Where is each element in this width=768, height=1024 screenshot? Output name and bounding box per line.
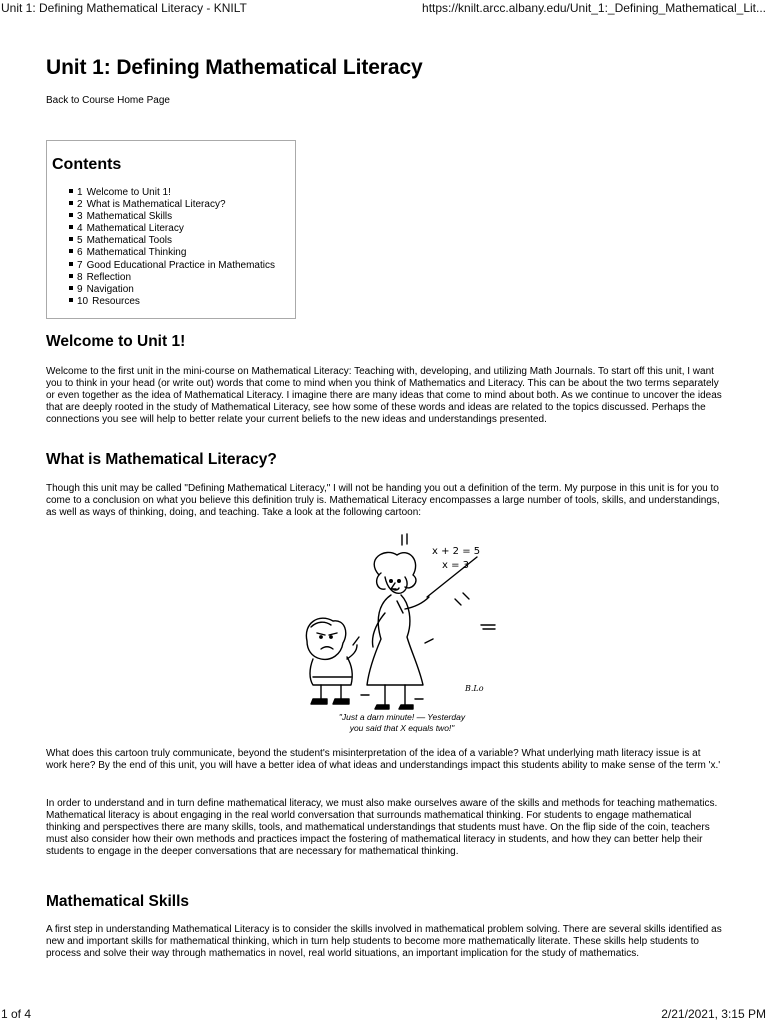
- toc-item-label[interactable]: What is Mathematical Literacy?: [86, 199, 226, 211]
- toc-item[interactable]: 2 What is Mathematical Literacy?: [69, 199, 275, 211]
- bullet-icon: [69, 201, 73, 205]
- skills-paragraph: A first step in understanding Mathematical Literacy is to consider the skills involved in mathematical problem solving. There are several skills identified as new and important skills for mathematical thinking, which in turn help students to become more mathematically literate. These skills help students to process and solve their way through mathematics in novel, real world situations, an important implication for the study of mathematics.: [46, 924, 722, 960]
- board-equation-2: x = 3: [442, 560, 470, 571]
- toc-item-label[interactable]: Welcome to Unit 1!: [86, 187, 171, 198]
- toc-item[interactable]: 10 Resources: [69, 296, 275, 308]
- bullet-icon: [69, 213, 73, 217]
- skills-methods-paragraph: In order to understand and in turn define mathematical literacy, we must also make ourselves aware of the skills and methods for teaching mathematics. Mathematical literacy is about engaging in the real world conversation that surrounds mathematical thinking. For students to engage mathematical thinking and perspectives there are many skills, tools, and mathematical understandings that students must have. On the flip side of the coin, teachers must also consider how their own methods and practices impact the fostering of mathematical literacy in students, and how they can better help their students to engage in the deeper conversations that are necessary for mathematical thinking.: [46, 798, 718, 858]
- page-counter: 1 of 4: [1, 1007, 32, 1021]
- toc-item[interactable]: 3 Mathematical Skills: [69, 211, 275, 223]
- bullet-icon: [69, 225, 73, 229]
- toc-item[interactable]: 8 Reflection: [69, 272, 275, 284]
- toc-item-label[interactable]: Resources: [92, 295, 140, 307]
- toc-item-label[interactable]: Mathematical Tools: [86, 235, 172, 247]
- toc-title: Contents: [52, 156, 122, 173]
- toc-item[interactable]: 6 Mathematical Thinking: [69, 247, 275, 259]
- print-header: [0, 0, 768, 16]
- toc-item[interactable]: 7 Good Educational Practice in Mathematics: [69, 260, 275, 272]
- bullet-icon: [69, 189, 73, 193]
- print-header-url: https://knilt.arcc.albany.edu/Unit_1:_Defining_Mathematical_Lit...: [422, 1, 766, 15]
- welcome-paragraph: Welcome to the first unit in the mini-course on Mathematical Literacy: Teaching with, developing, and utilizing Math Journals. To start off this unit, I want you to think in your head (or write out) words that come to mind when you think of Mathematics and Literacy. This can be about the two terms separately or even together as the idea of Mathematical Literacy. I imagine there are many ideas that come to mind about both. As we continue to uncover the ideas that are deeply rooted in the study of Mathematical Literacy, see how some of these words and ideas are related to the topics discussed. Perhaps the connections you see will help to better relate your current beliefs to the new ideas and understandings presented.: [46, 366, 722, 426]
- cartoon-illustration: [305, 529, 499, 739]
- table-of-contents: [46, 140, 296, 319]
- bullet-icon: [69, 237, 73, 241]
- section-heading-skills: Mathematical Skills: [46, 893, 190, 910]
- print-datetime: 2/21/2021, 3:15 PM: [661, 1007, 766, 1021]
- page-title: Unit 1: Defining Mathematical Literacy: [46, 56, 423, 79]
- toc-list: [69, 187, 275, 308]
- toc-item[interactable]: 5 Mathematical Tools: [69, 235, 275, 247]
- section-heading-welcome: Welcome to Unit 1!: [46, 333, 186, 350]
- bullet-icon: [69, 262, 73, 266]
- toc-item-label[interactable]: Navigation: [86, 283, 134, 295]
- toc-item-label[interactable]: Mathematical Thinking: [86, 247, 187, 259]
- cartoon-discussion-paragraph: What does this cartoon truly communicate, beyond the student's misinterpretation of the idea of a variable? What underlying math literacy issue is at work here? By the end of this unit, you will have a better idea of what ideas and understandings impact this students ability to make sense of the term 'x.': [46, 748, 721, 772]
- what-is-intro-paragraph: Though this unit may be called "Defining Mathematical Literacy," I will not be handing you out a definition of the term. My purpose in this unit is for you to come to a conclusion on what you believe this definition truly is. Mathematical Literacy encompasses a large number of tools, skills, and understandings, as well as ways of thinking, doing, and teaching. Take a look at the following cartoon:: [46, 483, 720, 519]
- section-heading-what-is: What is Mathematical Literacy?: [46, 451, 277, 468]
- toc-item[interactable]: 4 Mathematical Literacy: [69, 223, 275, 235]
- toc-item[interactable]: 9 Navigation: [69, 284, 275, 296]
- print-footer: [0, 1006, 768, 1024]
- bullet-icon: [69, 274, 73, 278]
- bullet-icon: [69, 286, 73, 290]
- toc-item-label[interactable]: Mathematical Literacy: [86, 223, 184, 235]
- toc-item[interactable]: 1 Welcome to Unit 1!: [69, 187, 275, 199]
- bullet-icon: [69, 298, 73, 302]
- board-equation-1: x + 2 = 5: [432, 546, 481, 557]
- cartoon-caption: "Just a darn minute! — Yesterday you said that X equals two!": [338, 712, 466, 733]
- print-header-title: Unit 1: Defining Mathematical Literacy - KNILT: [1, 1, 247, 15]
- bullet-icon: [69, 249, 73, 253]
- toc-item-label[interactable]: Mathematical Skills: [86, 211, 173, 223]
- toc-item-label[interactable]: Reflection: [86, 271, 132, 283]
- back-to-course-link[interactable]: Back to Course Home Page: [46, 95, 170, 106]
- toc-item-label[interactable]: Good Educational Practice in Mathematics: [86, 259, 275, 271]
- cartoonist-signature: B.Lo: [465, 684, 484, 693]
- variable-cartoon: [305, 529, 499, 739]
